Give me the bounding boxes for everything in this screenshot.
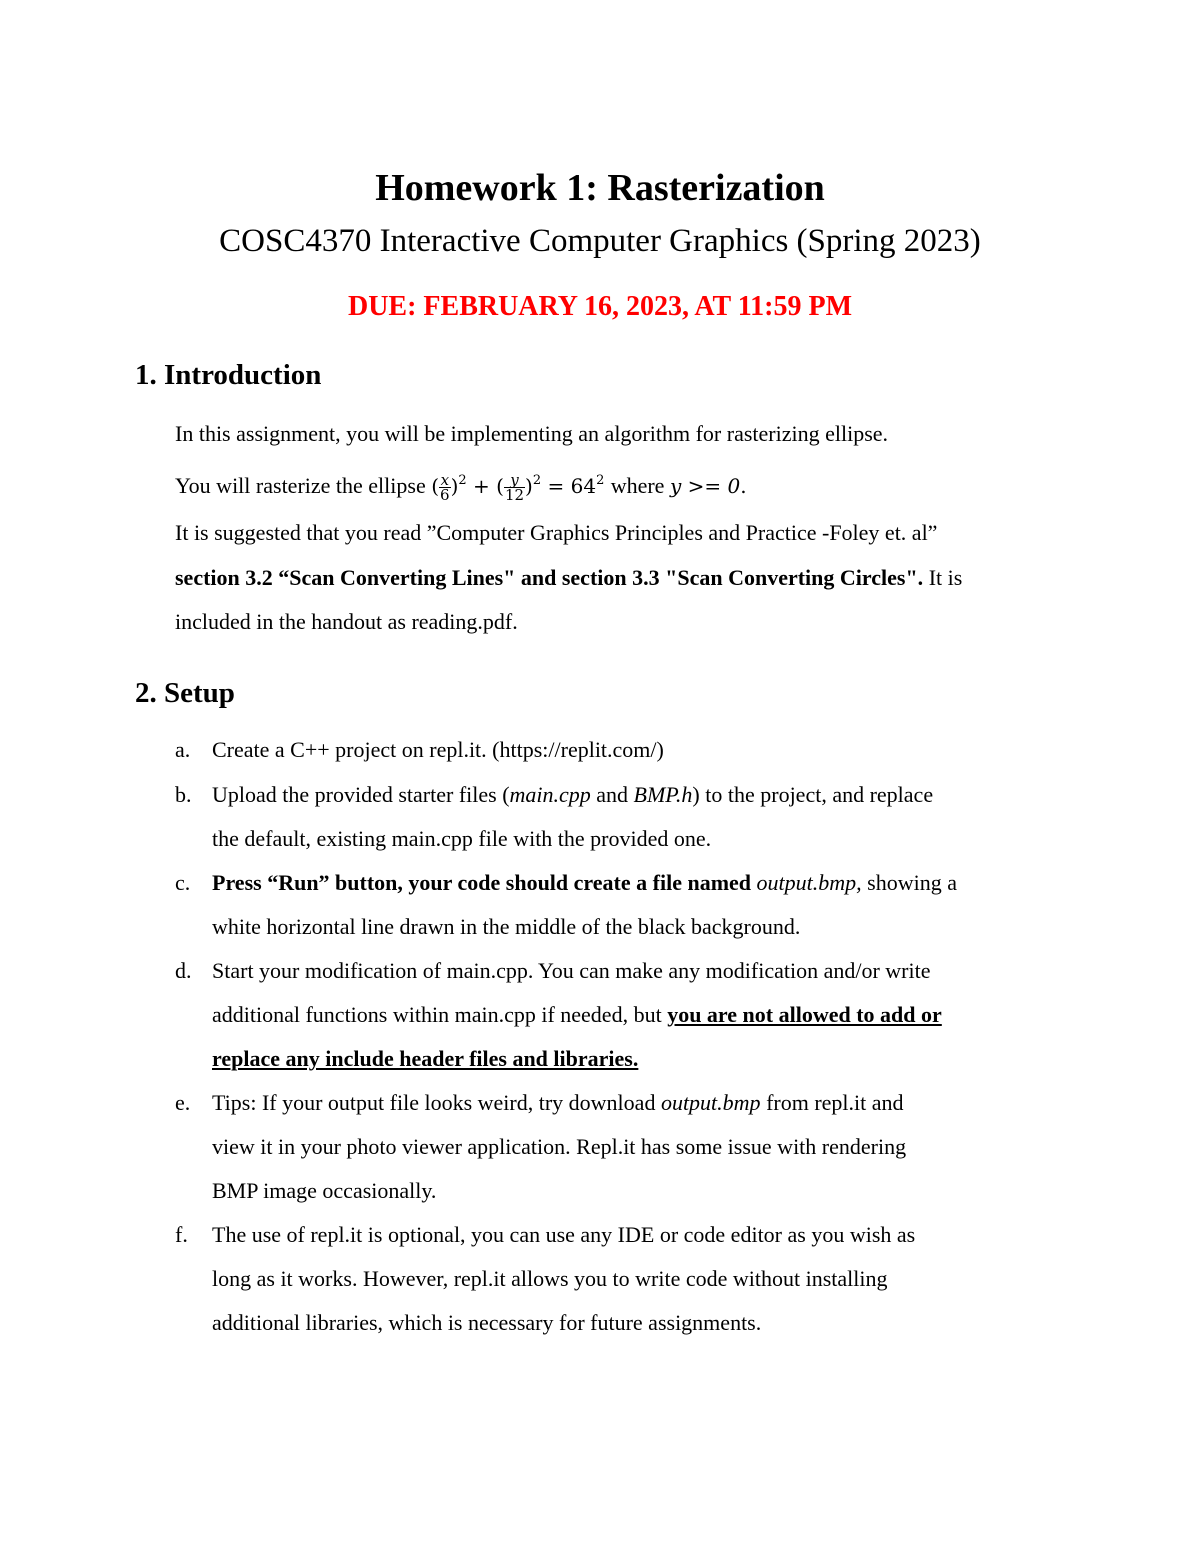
intro-line-3: It is suggested that you read ”Computer Graphics Principles and Practice -Foley et. al” bbox=[175, 520, 938, 545]
intro-line-5: included in the handout as reading.pdf. bbox=[175, 609, 518, 634]
eq-exponent-2: 2 bbox=[532, 473, 542, 488]
eq-close-paren-1: ) bbox=[450, 474, 459, 498]
eq-y-fraction bbox=[504, 473, 525, 502]
setup-heading: 2. Setup bbox=[135, 677, 235, 709]
eq-exponent-1: 2 bbox=[458, 473, 467, 488]
eq-y-denominator: 12 bbox=[504, 486, 525, 504]
item-c-post: showing a bbox=[861, 870, 957, 895]
item-d-line-3 bbox=[212, 1044, 638, 1074]
item-d-line-2 bbox=[212, 1000, 942, 1030]
item-b-post: ) to the project, and replace bbox=[692, 782, 934, 807]
item-b-line-1 bbox=[212, 780, 933, 810]
item-e-pre: Tips: If your output file looks weird, try download bbox=[212, 1090, 661, 1115]
item-d-line-1: Start your modification of main.cpp. You can make any modification and/or write bbox=[212, 958, 931, 983]
item-e-line-3: BMP image occasionally. bbox=[212, 1178, 437, 1203]
item-b-mid: and bbox=[590, 782, 634, 807]
item-b-pre: Upload the provided starter files ( bbox=[212, 782, 510, 807]
eq-y-numerator: y bbox=[510, 471, 519, 489]
course-subtitle: COSC4370 Interactive Computer Graphics (Spring 2023) bbox=[219, 223, 981, 259]
item-a-text: Create a C++ project on repl.it. (https://replit.com/) bbox=[212, 737, 664, 762]
intro-line-2-prefix: You will rasterize the ellipse bbox=[175, 473, 426, 498]
item-e-line-2: view it in your photo viewer application. Repl.it has some issue with rendering bbox=[212, 1134, 907, 1159]
item-f-line-1: The use of repl.it is optional, you can use any IDE or code editor as you wish as bbox=[212, 1222, 916, 1247]
item-e-marker: e. bbox=[175, 1090, 191, 1115]
eq-exponent-3: 2 bbox=[596, 473, 605, 488]
item-c-line-2: white horizontal line drawn in the middle of the black background. bbox=[212, 914, 801, 939]
eq-plus: + ( bbox=[466, 474, 504, 498]
eq-equals: = 64 bbox=[541, 474, 597, 498]
item-f-line-3: additional libraries, which is necessary for future assignments. bbox=[212, 1310, 762, 1335]
reading-sections: section 3.2 “Scan Converting Lines" and section 3.3 "Scan Converting Circles". bbox=[175, 565, 924, 590]
item-f-marker: f. bbox=[175, 1222, 188, 1247]
intro-line-2 bbox=[175, 466, 747, 502]
eq-x-numerator: x bbox=[440, 471, 450, 489]
eq-open-paren: ( bbox=[431, 474, 440, 498]
item-b-marker: b. bbox=[175, 782, 192, 807]
item-d-line-2-pre: additional functions within main.cpp if needed, but bbox=[212, 1002, 668, 1027]
intro-line-1: In this assignment, you will be implementing an algorithm for rasterizing ellipse. bbox=[175, 421, 889, 446]
item-e-post: from repl.it and bbox=[760, 1090, 904, 1115]
intro-line-4-rest: It is bbox=[923, 565, 963, 590]
item-c-marker: c. bbox=[175, 870, 191, 895]
eq-where: where bbox=[610, 473, 665, 498]
file-main-cpp: main.cpp bbox=[509, 782, 591, 807]
item-c-line-1 bbox=[212, 868, 957, 898]
file-output-bmp-2: output.bmp bbox=[660, 1090, 761, 1115]
item-c-bold: Press “Run” button, your code should create a file named bbox=[212, 870, 757, 895]
eq-close-paren-2: ) bbox=[525, 474, 533, 498]
file-output-bmp: output.bmp, bbox=[756, 870, 862, 895]
page-title: Homework 1: Rasterization bbox=[375, 167, 825, 209]
item-e-line-1 bbox=[212, 1088, 904, 1118]
eq-condition: y >= 0 bbox=[669, 474, 741, 498]
item-a-marker: a. bbox=[175, 737, 191, 762]
item-d-marker: d. bbox=[175, 958, 192, 983]
item-d-warning-2: replace any include header files and libraries. bbox=[212, 1046, 639, 1071]
file-bmp-h: BMP.h bbox=[633, 782, 693, 807]
ellipse-equation bbox=[431, 471, 610, 504]
due-date: DUE: FEBRUARY 16, 2023, AT 11:59 PM bbox=[347, 291, 853, 322]
item-b-line-2: the default, existing main.cpp file with the provided one. bbox=[212, 826, 712, 851]
item-d-warning-1: you are not allowed to add or bbox=[667, 1002, 942, 1027]
eq-x-denominator: 6 bbox=[440, 486, 450, 504]
eq-x-fraction bbox=[439, 473, 451, 502]
eq-period: . bbox=[740, 474, 747, 498]
intro-heading: 1. Introduction bbox=[135, 359, 322, 391]
intro-line-4 bbox=[175, 563, 962, 593]
item-f-line-2: long as it works. However, repl.it allows you to write code without installing bbox=[212, 1266, 888, 1291]
